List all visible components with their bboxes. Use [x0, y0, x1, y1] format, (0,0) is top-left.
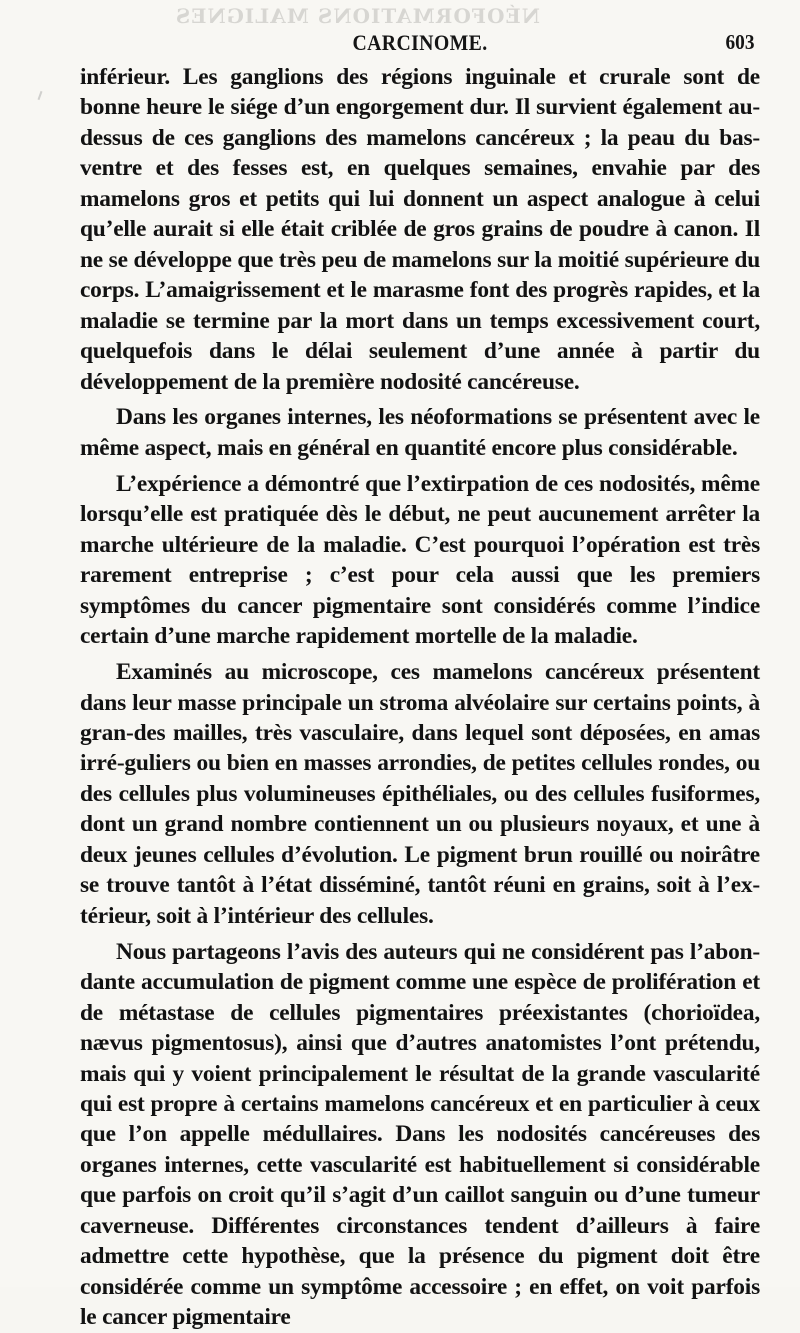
main-text	[80, 62, 760, 1333]
page-header	[80, 30, 760, 60]
paragraph: Examinés au microscope, ces mamelons cancéreux présentent dans leur masse principale un stroma alvéolaire sur certains points, à gran-des mailles, très vasculaire, dans lequel sont déposées, en amas irré-guliers ou bien en masses arrondies, de petites cellules rondes, ou des cellules plus volumineuses épithéliales, ou des cellules fusiformes, dont un grand nombre contiennent un ou plusieurs noyaux, et une à deux jeunes cellules d’évolution. Le pigment brun rouillé ou noirâtre se trouve tantôt à l’état disséminé, tantôt réuni en grains, soit à l’ex-térieur, soit à l’intérieur des cellules.	[80, 659, 760, 929]
page-number: 603	[725, 30, 754, 54]
paragraph: inférieur. Les ganglions des régions inguinale et crurale sont de bonne heure le siége d’un engorgement dur. Il survient également au-dessus de ces ganglions des mamelons cancéreux ; la peau du bas-ventre et des fesses est, en quelques semaines, envahie par des mamelons gros et petits qui lui donnent un aspect analogue à celui qu’elle aurait si elle était criblée de gros grains de poudre à canon. Il ne se développe que très peu de mamelons sur la moitié supérieure du corps. L’amaigrissement et le marasme font des progrès rapides, et la maladie se termine par la mort dans un temps excessivement court, quelquefois dans le délai seulement d’une année à partir du développement de la première nodosité cancéreuse.	[80, 64, 760, 395]
running-title: CARCINOME.	[352, 30, 488, 55]
reverse-page-bleed-through	[0, 0, 800, 34]
margin-mark	[38, 91, 43, 100]
paragraph: L’expérience a démontré que l’extirpation de ces nodosités, même lorsqu’elle est pratiquée dès le début, ne peut aucunement arrêter la marche ultérieure de la maladie. C’est pourquoi l’opération est très rarement entreprise ; c’est pour cela aussi que les premiers symptômes du cancer pigmentaire sont considérés comme l’indice certain d’une marche rapidement mortelle de la maladie.	[80, 470, 760, 650]
paragraph: Dans les organes internes, les néoformations se présentent avec le même aspect, mais en général en quantité encore plus considérable.	[80, 404, 760, 461]
bleed-running-title: NÉOFORMATIONS MALIGNES	[174, 4, 540, 28]
paragraph: Nous partageons l’avis des auteurs qui ne considérent pas l’abon-dante accumulation de pigment comme une espèce de prolifération et de métastase de cellules pigmentaires préexistantes (chorioïdea, nævus pigmentosus), ainsi que d’autres anatomistes l’ont prétendu, mais qui y voient principalement le résultat de la grande vascularité qui est propre à certains mamelons cancéreux et en particulier à ceux que l’on appelle médullaires. Dans les nodosités cancéreuses des organes internes, cette vascularité est habituellement si considérable que parfois on croit qu’il s’agit d’un caillot sanguin ou d’une tumeur caverneuse. Différentes circonstances tendent d’ailleurs à faire admettre cette hypothèse, que la présence du pigment doit être considérée comme un symptôme accessoire ; en effet, on voit parfois le cancer pigmentaire	[80, 938, 760, 1331]
